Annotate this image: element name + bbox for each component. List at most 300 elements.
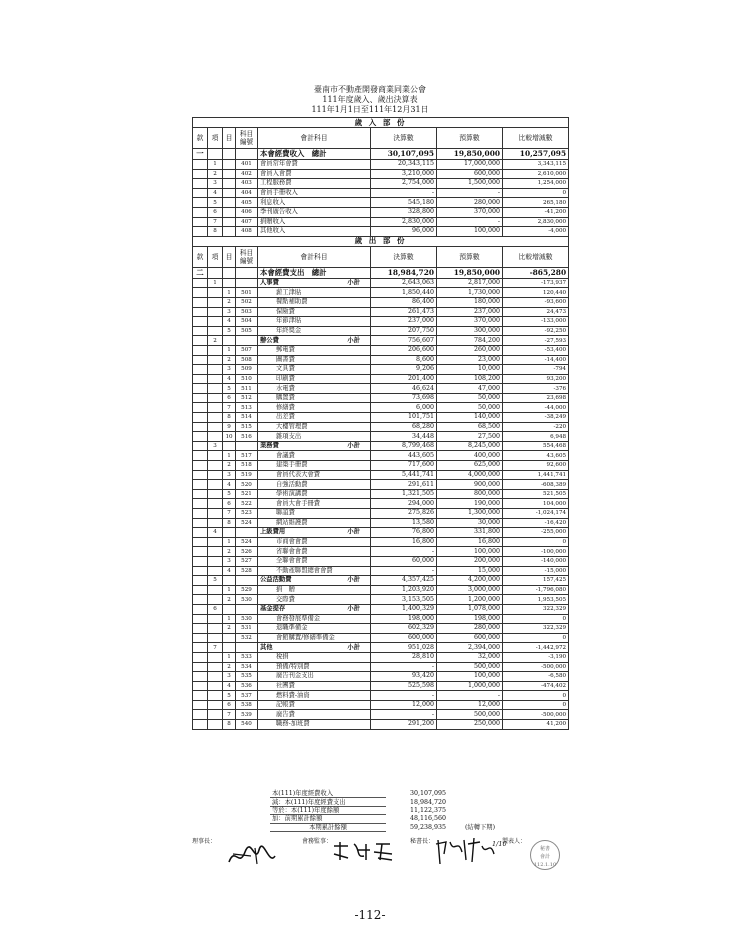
group-name <box>258 528 371 538</box>
code-cell: 514 <box>236 413 258 423</box>
summary-value: 48,116,560 <box>409 815 446 823</box>
cell <box>193 489 208 499</box>
code-cell: 530 <box>236 595 258 605</box>
report-period: 111年1月1日至111年12月31日 <box>311 105 429 114</box>
code-cell: 408 <box>236 227 258 237</box>
income-row <box>193 217 569 227</box>
account-name: 水電費 <box>258 384 371 394</box>
xiang-cell: 7 <box>208 217 223 227</box>
cell <box>193 720 208 730</box>
account-name: 會議費 <box>258 451 371 461</box>
account-name: 自強活動費 <box>258 480 371 490</box>
mu-cell: 3 <box>223 672 236 682</box>
expense-row <box>193 480 569 490</box>
cell <box>236 576 258 586</box>
actual-value: 96,000 <box>371 227 437 237</box>
mu-cell: 2 <box>223 595 236 605</box>
code-cell: 407 <box>236 217 258 227</box>
actual-value: - <box>371 566 437 576</box>
expense-row <box>193 652 569 662</box>
expense-row <box>193 413 569 423</box>
expense-subtotal-row <box>193 576 569 586</box>
budget-value: 30,000 <box>437 518 503 528</box>
code-cell: 531 <box>236 624 258 634</box>
cell <box>193 604 208 614</box>
budget-value: 23,000 <box>437 355 503 365</box>
budget-value: 1,000,000 <box>437 681 503 691</box>
expense-subtotal-row <box>193 441 569 451</box>
budget-value: 100,000 <box>437 547 503 557</box>
cell <box>193 652 208 662</box>
group-label: 人事費 <box>260 279 279 287</box>
budget-value: - <box>437 691 503 701</box>
diff-value: -6,580 <box>503 672 569 682</box>
summary-label: 本(111)年度經費收入 <box>270 790 386 798</box>
cell <box>193 470 208 480</box>
cell <box>208 537 223 547</box>
actual-value: 1,321,505 <box>371 489 437 499</box>
expense-row <box>193 422 569 432</box>
summary-label: 減：本(111)年度經費支出 <box>270 798 386 806</box>
code-cell: 536 <box>236 681 258 691</box>
diff-value: 104,000 <box>503 499 569 509</box>
summary-note <box>448 815 512 823</box>
actual-value: 294,000 <box>371 499 437 509</box>
cell <box>193 528 208 538</box>
xiang-cell: 1 <box>208 278 223 288</box>
account-name: 購置費 <box>258 393 371 403</box>
code-cell: 404 <box>236 188 258 198</box>
expense-row <box>193 614 569 624</box>
mu-cell: 7 <box>223 509 236 519</box>
cell <box>208 403 223 413</box>
cell <box>193 365 208 375</box>
diff-value: -500,000 <box>503 662 569 672</box>
account-name: 記帳費 <box>258 700 371 710</box>
cell <box>193 227 208 237</box>
mu-cell: 2 <box>223 355 236 365</box>
mu-cell: 6 <box>223 499 236 509</box>
cell <box>193 566 208 576</box>
income-section-row <box>193 118 569 128</box>
cell <box>208 509 223 519</box>
kuan-cell: 二 <box>193 267 208 278</box>
code-cell: 516 <box>236 432 258 442</box>
code-cell: 529 <box>236 585 258 595</box>
budget-value: 1,730,000 <box>437 288 503 298</box>
code-cell: 532 <box>236 633 258 643</box>
cell <box>208 480 223 490</box>
mu-cell: 5 <box>223 489 236 499</box>
budget-value: 17,000,000 <box>437 160 503 170</box>
diff-value: 24,473 <box>503 307 569 317</box>
diff-value: 1,441,741 <box>503 470 569 480</box>
diff-value: -27,593 <box>503 336 569 346</box>
budget-value: 180,000 <box>437 297 503 307</box>
budget-value: 600,000 <box>437 169 503 179</box>
cell <box>193 307 208 317</box>
budget-value: 19,850,000 <box>437 267 503 278</box>
diff-value: -376 <box>503 384 569 394</box>
expense-row <box>193 461 569 471</box>
actual-value: 3,210,000 <box>371 169 437 179</box>
actual-value: 602,329 <box>371 624 437 634</box>
col-actual-header: 決算數 <box>371 246 437 267</box>
budget-value: 370,000 <box>437 207 503 217</box>
mu-cell: 1 <box>223 585 236 595</box>
income-row <box>193 160 569 170</box>
expense-row <box>193 537 569 547</box>
cell <box>193 336 208 346</box>
subtotal-label: 小計 <box>347 528 360 536</box>
cell <box>223 198 236 208</box>
diff-value: -44,000 <box>503 403 569 413</box>
diff-value: 92,600 <box>503 461 569 471</box>
diff-value: 0 <box>503 614 569 624</box>
cell <box>193 188 208 198</box>
cell <box>236 149 258 160</box>
account-name: 會務發展準備金 <box>258 614 371 624</box>
account-name: 保險費 <box>258 307 371 317</box>
col-mu-header: 目 <box>223 246 236 267</box>
mu-cell: 1 <box>223 652 236 662</box>
code-cell: 539 <box>236 710 258 720</box>
cell <box>236 528 258 538</box>
mu-cell: 8 <box>223 720 236 730</box>
cell <box>208 413 223 423</box>
kuan-cell: 一 <box>193 149 208 160</box>
budget-value: 500,000 <box>437 710 503 720</box>
account-name: 季刊廣告收入 <box>258 207 371 217</box>
budget-value: 370,000 <box>437 317 503 327</box>
budget-value: 900,000 <box>437 480 503 490</box>
actual-value: 13,580 <box>371 518 437 528</box>
account-name: 郵電費 <box>258 345 371 355</box>
cell <box>208 355 223 365</box>
cell <box>208 710 223 720</box>
code-cell: 503 <box>236 307 258 317</box>
diff-value: 3,343,115 <box>503 160 569 170</box>
cell <box>193 537 208 547</box>
income-row <box>193 169 569 179</box>
account-name: 聯誼費 <box>258 509 371 519</box>
diff-value: 0 <box>503 633 569 643</box>
cell <box>208 489 223 499</box>
actual-value: 717,600 <box>371 461 437 471</box>
mu-cell: 4 <box>223 566 236 576</box>
cell <box>208 691 223 701</box>
account-name: 燃料費-油資 <box>258 691 371 701</box>
cell <box>208 326 223 336</box>
chair-signature <box>225 842 280 870</box>
cell <box>208 267 223 278</box>
account-name: 會員常年會費 <box>258 160 371 170</box>
code-cell: 502 <box>236 297 258 307</box>
actual-value: 2,830,000 <box>371 217 437 227</box>
actual-value: 525,598 <box>371 681 437 691</box>
budget-value: 2,817,000 <box>437 278 503 288</box>
actual-value: 756,607 <box>371 336 437 346</box>
group-name <box>258 576 371 586</box>
mu-cell: 2 <box>223 662 236 672</box>
actual-value: 1,400,329 <box>371 604 437 614</box>
code-cell: 402 <box>236 169 258 179</box>
col-mu-header: 目 <box>223 128 236 149</box>
cell <box>193 374 208 384</box>
subtotal-label: 小計 <box>347 605 360 613</box>
cell <box>223 643 236 653</box>
diff-value: 322,329 <box>503 624 569 634</box>
mu-cell: 5 <box>223 691 236 701</box>
code-cell: 528 <box>236 566 258 576</box>
mu-cell: 1 <box>223 614 236 624</box>
cell <box>208 556 223 566</box>
cell <box>236 278 258 288</box>
account-name: 印刷費 <box>258 374 371 384</box>
account-name: 本會經費收入 總計 <box>258 149 371 160</box>
cell <box>193 585 208 595</box>
diff-value: 521,505 <box>503 489 569 499</box>
cell <box>193 461 208 471</box>
diff-value: -3,190 <box>503 652 569 662</box>
col-code-header: 科目編號 <box>236 246 258 267</box>
cell <box>208 633 223 643</box>
actual-value: 600,000 <box>371 633 437 643</box>
cell <box>208 451 223 461</box>
stamp-line-3: 112.1.10 <box>533 862 557 868</box>
summary-row <box>270 790 512 798</box>
group-name <box>258 336 371 346</box>
budget-value: 100,000 <box>437 672 503 682</box>
subtotal-label: 小計 <box>347 336 360 344</box>
cell <box>223 528 236 538</box>
actual-value: 8,799,468 <box>371 441 437 451</box>
income-total-row <box>193 149 569 160</box>
actual-value: 8,600 <box>371 355 437 365</box>
diff-value: -14,400 <box>503 355 569 365</box>
col-xiang-header: 項 <box>208 128 223 149</box>
cell <box>208 149 223 160</box>
expense-row <box>193 489 569 499</box>
cell <box>193 691 208 701</box>
expense-row <box>193 710 569 720</box>
account-name: 本會經費支出 總計 <box>258 267 371 278</box>
cell <box>208 566 223 576</box>
actual-value: 275,826 <box>371 509 437 519</box>
expense-row <box>193 317 569 327</box>
cell <box>208 307 223 317</box>
budget-value: 331,800 <box>437 528 503 538</box>
expense-row <box>193 633 569 643</box>
diff-value: -133,000 <box>503 317 569 327</box>
mu-cell: 8 <box>223 518 236 528</box>
code-cell: 533 <box>236 652 258 662</box>
account-name: 大樓管理費 <box>258 422 371 432</box>
actual-value: 60,000 <box>371 556 437 566</box>
cell <box>223 267 236 278</box>
cell <box>193 451 208 461</box>
account-name: 出差費 <box>258 413 371 423</box>
actual-value: 20,343,115 <box>371 160 437 170</box>
cell <box>193 662 208 672</box>
cell <box>193 403 208 413</box>
expense-subtotal-row <box>193 278 569 288</box>
budget-value: 784,200 <box>437 336 503 346</box>
diff-value: 2,610,000 <box>503 169 569 179</box>
xiang-cell: 6 <box>208 604 223 614</box>
summary-table <box>270 790 512 832</box>
account-name: 修繕費 <box>258 403 371 413</box>
cell <box>236 643 258 653</box>
actual-value: 328,800 <box>371 207 437 217</box>
expense-subtotal-row <box>193 604 569 614</box>
account-name: 餐點補助費 <box>258 297 371 307</box>
expense-row <box>193 585 569 595</box>
diff-value: -53,400 <box>503 345 569 355</box>
code-cell: 521 <box>236 489 258 499</box>
group-name <box>258 441 371 451</box>
actual-value: 3,153,505 <box>371 595 437 605</box>
actual-value: 16,800 <box>371 537 437 547</box>
diff-value: 93,200 <box>503 374 569 384</box>
code-cell: 512 <box>236 393 258 403</box>
cell <box>193 700 208 710</box>
expense-row <box>193 288 569 298</box>
diff-value: -500,000 <box>503 710 569 720</box>
code-cell: 508 <box>236 355 258 365</box>
cell <box>236 604 258 614</box>
code-cell: 505 <box>236 326 258 336</box>
xiang-cell: 2 <box>208 336 223 346</box>
actual-value: 198,000 <box>371 614 437 624</box>
account-name: 會員手冊收入 <box>258 188 371 198</box>
expense-row <box>193 566 569 576</box>
code-cell: 524 <box>236 537 258 547</box>
account-name: 會館購置/修繕準備金 <box>258 633 371 643</box>
actual-value: 76,800 <box>371 528 437 538</box>
expense-row <box>193 432 569 442</box>
diff-value: -38,249 <box>503 413 569 423</box>
expense-row <box>193 345 569 355</box>
account-name: 會員入會費 <box>258 169 371 179</box>
diff-value: -220 <box>503 422 569 432</box>
account-name: 學術演講費 <box>258 489 371 499</box>
summary-value: 59,238,935 <box>409 823 446 831</box>
actual-value: 101,751 <box>371 413 437 423</box>
code-cell: 515 <box>236 422 258 432</box>
budget-value: 4,000,000 <box>437 470 503 480</box>
cell <box>208 518 223 528</box>
actual-value: 86,400 <box>371 297 437 307</box>
code-cell: 518 <box>236 461 258 471</box>
col-xiang-header: 項 <box>208 246 223 267</box>
code-cell: 526 <box>236 547 258 557</box>
cell <box>208 547 223 557</box>
cell <box>208 297 223 307</box>
col-kuan-header: 款 <box>193 128 208 149</box>
diff-value: -1,024,174 <box>503 509 569 519</box>
cell <box>193 624 208 634</box>
xiang-cell: 8 <box>208 227 223 237</box>
cell <box>223 227 236 237</box>
summary-label: 本期累計餘額 <box>270 823 386 831</box>
budget-value: 108,200 <box>437 374 503 384</box>
group-name <box>258 643 371 653</box>
expense-row <box>193 662 569 672</box>
mu-cell: 10 <box>223 432 236 442</box>
mu-cell: 4 <box>223 480 236 490</box>
actual-value: - <box>371 691 437 701</box>
summary-note <box>448 790 512 798</box>
actual-value: 18,984,720 <box>371 267 437 278</box>
diff-value: -140,000 <box>503 556 569 566</box>
diff-value: 6,948 <box>503 432 569 442</box>
code-cell: 511 <box>236 384 258 394</box>
account-name: 捐 贈 <box>258 585 371 595</box>
cell <box>193 556 208 566</box>
code-cell: 519 <box>236 470 258 480</box>
mu-cell: 8 <box>223 413 236 423</box>
cell <box>193 672 208 682</box>
expense-row <box>193 518 569 528</box>
code-cell: 522 <box>236 499 258 509</box>
col-diff-header: 比較增減數 <box>503 246 569 267</box>
xiang-cell: 4 <box>208 528 223 538</box>
summary-label: 加：前期累計餘額 <box>270 815 386 823</box>
account-name: 文具費 <box>258 365 371 375</box>
cell <box>193 384 208 394</box>
cell <box>208 499 223 509</box>
actual-value: 4,357,425 <box>371 576 437 586</box>
cell <box>223 179 236 189</box>
code-cell: 524 <box>236 518 258 528</box>
budget-value: 8,245,000 <box>437 441 503 451</box>
code-cell: 403 <box>236 179 258 189</box>
budget-value: 1,500,000 <box>437 179 503 189</box>
stamp-line-1: 秘書 <box>539 846 550 852</box>
cell <box>208 652 223 662</box>
expense-row <box>193 451 569 461</box>
income-row <box>193 227 569 237</box>
cell <box>193 432 208 442</box>
diff-value: 0 <box>503 691 569 701</box>
group-name <box>258 278 371 288</box>
expense-row <box>193 374 569 384</box>
group-label: 基金提存 <box>260 605 286 613</box>
col-actual-header: 決算數 <box>371 128 437 149</box>
expense-row <box>193 307 569 317</box>
expense-total-row <box>193 267 569 278</box>
diff-value: -16,420 <box>503 518 569 528</box>
diff-value: 23,698 <box>503 393 569 403</box>
actual-value: 68,280 <box>371 422 437 432</box>
actual-value: 2,643,063 <box>371 278 437 288</box>
account-name: 薪工津貼 <box>258 288 371 298</box>
cell <box>208 614 223 624</box>
expense-row <box>193 509 569 519</box>
cell <box>193 355 208 365</box>
cell <box>193 198 208 208</box>
expense-row <box>193 355 569 365</box>
preparer-label: 製表人： <box>502 838 527 845</box>
code-cell: 509 <box>236 365 258 375</box>
diff-value: -474,402 <box>503 681 569 691</box>
actual-value: 6,000 <box>371 403 437 413</box>
col-name-header: 會計科目 <box>258 246 371 267</box>
account-name: 不動產聯盟總會會費 <box>258 566 371 576</box>
cell <box>193 614 208 624</box>
chair-label: 理事長： <box>192 838 217 845</box>
